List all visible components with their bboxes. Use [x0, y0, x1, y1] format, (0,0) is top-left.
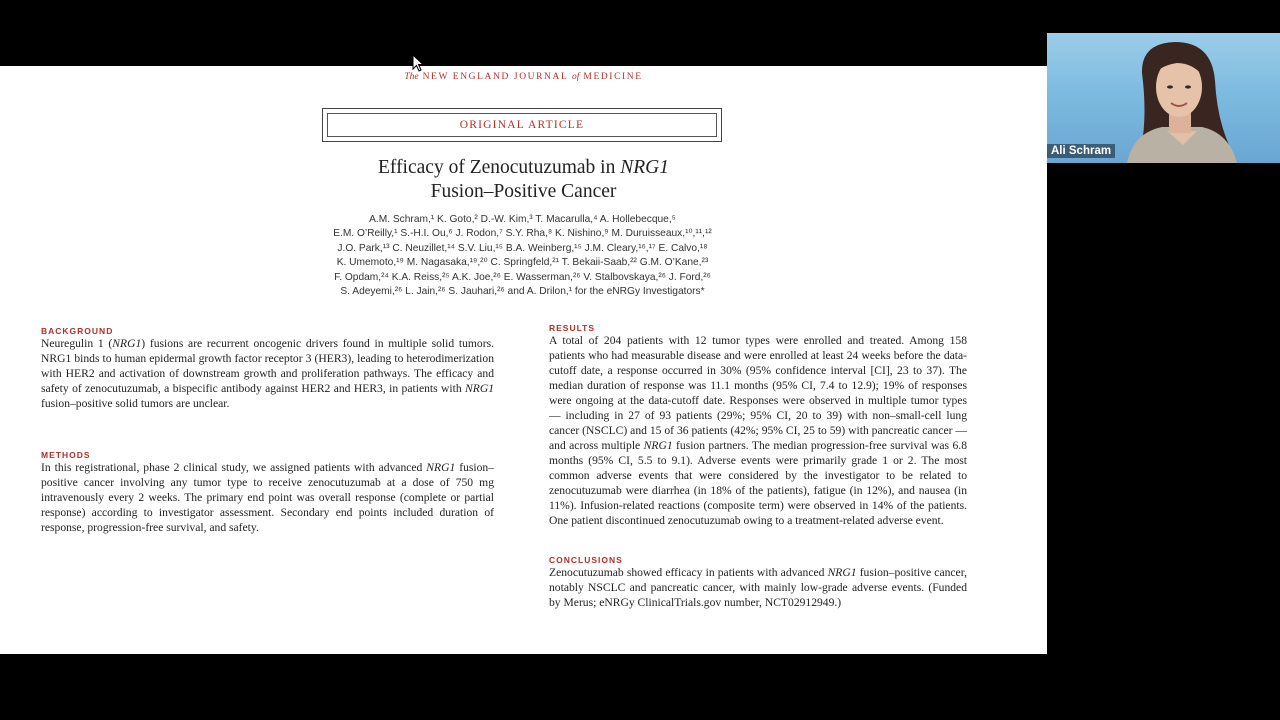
author-line: S. Adeyemi,²⁶ L. Jain,²⁶ S. Jauhari,²⁶ and A. Drilon,¹ for the eNRGy Investigators* — [340, 286, 705, 298]
article-type-label: ORIGINAL ARTICLE — [327, 113, 717, 137]
author-line: K. Umemoto,¹⁹ M. Nagasaka,¹⁹,²⁰ C. Springfeld,²¹ T. Bekaii-Saab,²² G.M. O’Kane,²³ — [336, 257, 709, 269]
title-line1: Efficacy of Zenocutuzumab in — [378, 157, 621, 178]
author-line: A.M. Schram,¹ K. Goto,² D.-W. Kim,³ T. Macarulla,⁴ A. Hollebecque,⁵ — [369, 214, 676, 225]
author-line: F. Opdam,²⁴ K.A. Reiss,²⁵ A.K. Joe,²⁶ E. Wasserman,²⁶ V. Stalbovskaya,²⁶ J. Ford,²⁶ — [334, 271, 711, 283]
background-heading: BACKGROUND — [41, 326, 114, 336]
background-text: Neuregulin 1 (NRG1) fusions are recurrent oncogenic drivers found in multiple solid tumors. NRG1 binds to human epidermal growth factor receptor 3 (HER3), leading to heterodimerization with HER2 and activation of downstream growth and proliferation pathways. The efficacy and safety of zenocutuzumab, a bispecific antibody against HER2 and HER3, in patients with NRG1 fusion–positive solid tumors are unclear. — [41, 337, 494, 410]
journal-name-part1: NEW ENGLAND JOURNAL — [422, 72, 569, 82]
author-list — [300, 213, 745, 299]
article-type-frame — [322, 108, 722, 142]
journal-name-part2: MEDICINE — [583, 72, 643, 82]
background-section — [41, 326, 494, 411]
title-line2: Fusion–Positive Cancer — [430, 181, 617, 202]
mouse-cursor-icon — [412, 54, 424, 72]
presentation-slide — [0, 66, 1047, 654]
methods-section — [41, 450, 494, 535]
article-title — [0, 156, 1047, 204]
author-line: E.M. O’Reilly,¹ S.-H.I. Ou,⁶ J. Rodon,⁷ S.Y. Rha,⁸ K. Nishino,⁹ M. Duruisseaux,¹⁰,¹¹,¹² — [333, 228, 712, 240]
methods-heading: METHODS — [41, 450, 91, 460]
methods-text: In this registrational, phase 2 clinical study, we assigned patients with advanced NRG1 fusion–positive cancer involving any tumor type to receive zenocutuzumab at a dose of 750 mg intravenously every 2 weeks. The primary end point was overall response (complete or partial response) according to investigator assessment. Secondary end points included duration of response, progression-free survival, and safety. — [41, 461, 494, 534]
journal-prefix: The — [404, 72, 419, 82]
author-line: J.O. Park,¹³ C. Neuzillet,¹⁴ S.V. Liu,¹⁵ B.A. Weinberg,¹⁵ J.M. Cleary,¹⁶,¹⁷ E. Calvo,¹⁸ — [337, 242, 708, 254]
participant-name-label: Ali Schram — [1047, 144, 1115, 158]
title-gene: NRG1 — [620, 157, 669, 178]
journal-header — [0, 72, 1047, 82]
conclusions-heading: CONCLUSIONS — [549, 555, 623, 565]
conclusions-text: Zenocutuzumab showed efficacy in patients with advanced NRG1 fusion–positive cancer, notably NSCLC and pancreatic cancer, with mainly low-grade adverse events. (Funded by Merus; eNRGy ClinicalTrials.gov number, NCT02912949.) — [549, 566, 967, 609]
results-heading: RESULTS — [549, 323, 596, 333]
results-section — [549, 323, 967, 528]
results-text: A total of 204 patients with 12 tumor types were enrolled and treated. Among 158 patients who had measurable disease and were enrolled at least 24 weeks before the data-cutoff date, a response occurred in 30% (95% confidence interval [CI], 23 to 37). The median duration of response was 11.1 months (95% CI, 7.4 to 12.9); 19% of responses were ongoing at the data-cutoff date. Responses were observed in multiple tumor types — including in 27 of 93 patients (29%; 95% CI, 20 to 39) with non–small-cell lung cancer (NSCLC) and 15 of 36 patients (42%; 95% CI, 25 to 59) with pancreatic cancer — and across multiple NRG1 fusion partners. The median progression-free survival was 6.8 months (95% CI, 5.5 to 9.1). Adverse events were primarily grade 1 or 2. The most common adverse events that were considered by the investigator to be related to zenocutuzumab were diarrhea (in 18% of the patients), fatigue (in 12%), and nausea (in 11%). Infusion-related reactions (composite term) were observed in 14% of the patients. One patient discontinued zenocutuzumab owing to a treatment-related adverse event. — [549, 334, 967, 527]
conclusions-section — [549, 555, 967, 610]
journal-of: of — [572, 72, 580, 82]
